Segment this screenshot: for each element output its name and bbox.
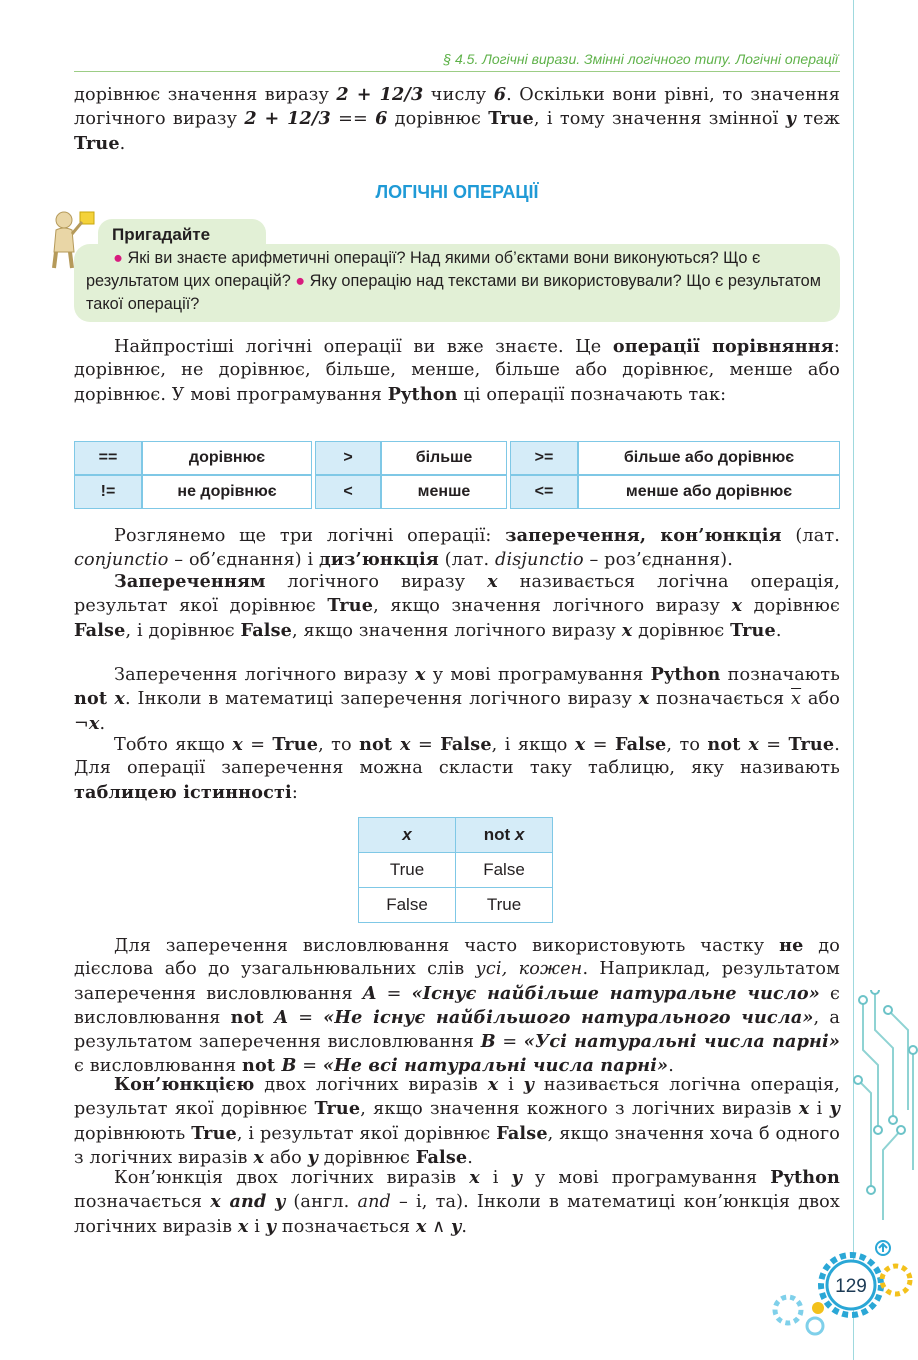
paragraph-negation-python: Заперечення логічного виразу x у мові програмування Python позначають not x. Інколи в математиці заперечення логічного виразу x позначається $\overline{x}$ або ¬x. <box>74 664 840 734</box>
paragraph-three-operations: Розглянемо ще три логічні операції: заперечення, кон’юнкція (лат. conjunctio – об’єднання) і диз’юнкція (лат. disjunctio – роз’єднання). <box>74 525 840 571</box>
paragraph-comparison: Найпростіші логічні операції ви вже знаєте. Це операції порівняння: дорівнює, не дорівнює, більше, менше, більше або дорівнює, менше або дорівнює. У мові програмування Python ці операції позначають так: <box>74 336 840 405</box>
paragraph-conjunction-python: Кон’юнкція двох логічних виразів x і y у мові програмування Python позначається x and y (англ. and – і, та). Інколи в математиці кон’юнкція двох логічних виразів x і y позначається x ∧ y. <box>74 1167 841 1237</box>
intro-paragraph: дорівнює значення виразу 2 + 12/3 числу 6. Оскільки вони рівні, то значення логічного виразу 2 + 12/3 == 6 дорівнює True, і тому значення змінної y теж True. <box>74 84 840 154</box>
remind-questions: ● Які ви знаєте арифметичні операції? Над якими об’єктами вони виконуються? Що є результатом цих операцій? ● Яку операцію над текстами ви використовували? Що є результатом такої операції? <box>86 249 821 313</box>
table-row <box>74 475 840 509</box>
bullet-icon: ● <box>295 272 306 290</box>
operator-symbol: != <box>74 475 142 509</box>
table-cell: True <box>359 853 456 888</box>
paragraph-truth-table-intro: Тобто якщо x = True, то not x = False, і якщо x = False, то not x = True. Для операції заперечення можна скласти таку таблицю, яку називають таблицею істинності: <box>74 734 840 803</box>
column-header-not-x: not x <box>456 818 553 853</box>
section-title: ЛОГІЧНІ ОПЕРАЦІЇ <box>375 182 539 202</box>
operator-symbol: < <box>315 475 381 509</box>
table-row <box>74 441 840 475</box>
operator-symbol: == <box>74 441 142 475</box>
table-row <box>359 853 553 888</box>
header-divider <box>74 71 840 72</box>
bullet-icon: ● <box>113 249 123 267</box>
operator-symbol: <= <box>510 475 578 509</box>
operator-name: не дорівнює <box>142 475 312 509</box>
circuit-decoration-icon <box>853 990 918 1250</box>
paragraph-negation-statements: Для заперечення висловлювання часто використовують частку не до дієслова або до узагальнювальних слів усі, кожен. Наприклад, результатом заперечення висловлювання A = «Існує найбільше натуральне число» є висловлювання not A = «Не існує найбільшого натурального числа», а результатом заперечення висловлювання B = «Усі натуральні числа парні» є висловлювання not B = «Не всі натуральні числа парні». <box>74 935 841 1077</box>
table-cell: False <box>359 888 456 923</box>
table-cell: True <box>456 888 553 923</box>
page-number: 129 <box>835 1276 867 1297</box>
operator-symbol: > <box>315 441 381 475</box>
operator-name: дорівнює <box>142 441 312 475</box>
operator-name: менше або дорівнює <box>578 475 840 509</box>
running-header: § 4.5. Логічні вирази. Змінні логічного типу. Логічні операції <box>443 51 838 67</box>
negation-truth-table <box>358 817 553 923</box>
remind-title: Пригадайте <box>112 225 211 244</box>
operator-symbol: >= <box>510 441 578 475</box>
table-header-row <box>359 818 553 853</box>
table-row <box>359 888 553 923</box>
operator-name: менше <box>381 475 507 509</box>
operator-name: більше або дорівнює <box>578 441 840 475</box>
comparison-operators-table <box>74 441 840 509</box>
paragraph-negation-definition: Запереченням логічного виразу x називається логічна операція, результат якої дорівнює True, якщо значення логічного виразу x дорівнює False, і дорівнює False, якщо значення логічного виразу x дорівнює True. <box>74 571 841 641</box>
table-cell: False <box>456 853 553 888</box>
column-header-x: x <box>359 818 456 853</box>
operator-name: більше <box>381 441 507 475</box>
paragraph-conjunction-definition: Кон’юнкцією двох логічних виразів x і y називається логічна операція, результат якої дорівнює True, якщо значення кожного з логічних виразів x і y дорівнюють True, і результат якої дорівнює False, якщо значення хоча б одного з логічних виразів x або y дорівнює False. <box>74 1074 841 1168</box>
